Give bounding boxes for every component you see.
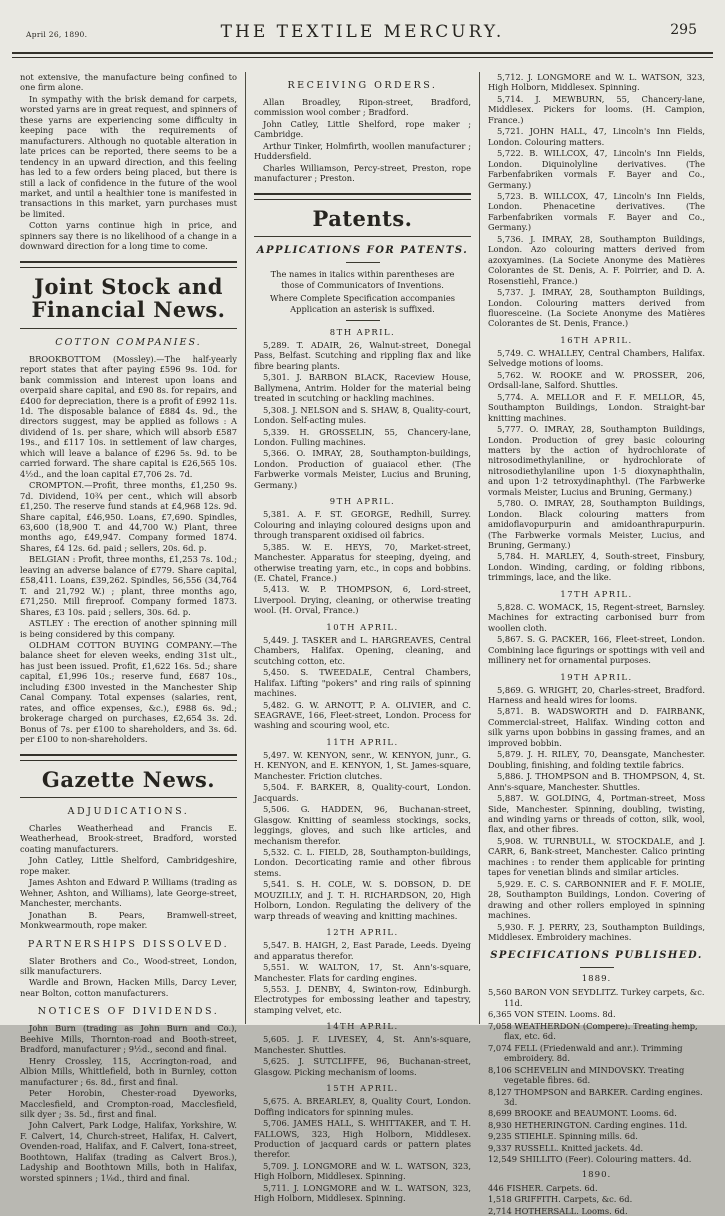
- application-date-heading: 8TH APRIL.: [329, 326, 396, 337]
- patent-application-entry: 5,762. W. ROOKE and W. PROSSER, 206, Ordsall-lane, Salford. Shuttles.: [488, 369, 705, 391]
- application-entries: [254, 509, 471, 616]
- patent-application-entry: 5,930. F. J. PERRY, 23, Southampton Buildings, Middlesex. Embroidery machines.: [488, 921, 705, 942]
- gazette-entry: Henry Crossley, 115, Accrington-road, and Albion Mills, Whittlefield, both in Burnley, cotton manufacturer ; 6s. 8d., first and final.: [20, 1055, 237, 1087]
- specification-entry: 2,714 HOTHERSALL. Looms. 6d.: [488, 1205, 628, 1216]
- paragraph: Cotton yarns continue high in price, and spinners say there is no likelihood of a change in a downward direction for a long time to come.: [20, 220, 237, 252]
- specification-year-sections: [488, 974, 705, 1216]
- specification-entry: 9,235 STIEHLE. Spinning mills. 6d.: [488, 1131, 638, 1142]
- application-date-sections: [254, 327, 471, 1204]
- application-date-heading: 14TH APRIL.: [326, 1021, 399, 1032]
- short-rule: [580, 967, 614, 968]
- gazette-entry: John Burn (trading as John Burn and Co.), Beehive Mills, Thornton-road and Booth-street, Bradford, manufacturer ; 9½d., second and final.: [20, 1023, 237, 1055]
- patent-application-entry: 5,553. J. DENBY, 4, Swinton-row, Edinburgh. Electrotypes for embossing leather and tapestry, stamping velvet, etc.: [254, 983, 471, 1015]
- patent-application-entry: 5,497. W. KENYON, senr., W. KENYON, junr., G. H. KENYON, and E. KENYON, 1, St. James-square, Manchester. Friction clutches.: [254, 749, 471, 781]
- patent-application-entry: 5,879. J. H. RILEY, 70, Deansgate, Manchester. Doubling, finishing, and folding textile fabrics.: [488, 749, 705, 770]
- columns: [0, 58, 725, 1216]
- specification-entry: 7,058 WEATHERDON (Compere). Treating hemp, flax, etc. 6d.: [488, 1020, 698, 1042]
- patent-application-entry: 5,871. B. WADSWORTH and D. FAIRBANK, Commercial-street, Halifax. Winding cotton and silk yarns upon bobbins in gassing frames, and an improved bobbin.: [488, 706, 705, 748]
- patent-application-entry: 5,551. W. WALTON, 17, St. Ann's-square, Manchester. Flats for carding engines.: [254, 962, 471, 983]
- application-entries: [254, 635, 471, 731]
- patent-application-entry: 5,929. E. C. S. CARBONNIER and F. F. MOLIE, 28, Southampton Buildings, London. Covering of drawing and other rollers employed in spinning machines.: [488, 878, 705, 921]
- right-column: [480, 72, 713, 1216]
- patent-application-entry: 5,675. A. BREARLEY, 8, Quality Court, London. Doffing indicators for spinning mules.: [254, 1096, 471, 1117]
- patent-application-entry: 5,381. A. F. ST. GEORGE, Redhill, Surrey. Colouring and inlaying coloured designs upon and through transparent oxidised oil fabrics.: [254, 509, 471, 541]
- patent-application-entry: 5,547. B. HAIGH, 2, East Parade, Leeds. Dyeing and apparatus therefor.: [254, 940, 471, 961]
- patent-application-entry: 5,482. G. W. ARNOTT, P. A. OLIVIER, and C. SEAGRAVE, 166, Fleet-street, London. Process for washing and scouring wool, etc.: [254, 699, 471, 731]
- middle-column: [246, 72, 479, 1204]
- patent-application-entry: 5,721. JOHN HALL, 47, Lincoln's Inn Fields, London. Colouring matters.: [488, 126, 705, 147]
- patent-application-entry: 5,366. O. IMRAY, 28, Southampton-buildings, London. Production of guaiacol ether. (The Farbwerke vormals Meister, Lucius and Bruning, Germany.): [254, 448, 471, 490]
- patent-application-entry: 5,308. J. NELSON and S. SHAW, 8, Quality-court, London. Self-acting mules.: [254, 404, 471, 426]
- specification-items: [488, 1183, 705, 1216]
- specification-entry: 6,365 VON STEIN. Looms. 8d.: [488, 1009, 616, 1020]
- patent-application-entry: 5,777. O. IMRAY, 28, Southampton Buildings, London. Production of grey basic colouring matters by the action of hydrochlorate of nitrosodimethylaniline, or hydrochlorate of nitrosodiethylaniline upon 1·5 dioxynaphthalin, and upon 1·2 tetroxydinaphthyl. (The Farbwerke vormals Meister, Lucius and Bruning, Germany.): [488, 424, 705, 497]
- patent-application-entry: 5,339. H. GROSSELIN, 55, Chancery-lane, London. Fulling machines.: [254, 426, 471, 448]
- company-report: ASTLEY : The erection of another spinning mill is being considered by this company.: [20, 618, 237, 639]
- gazette-entry: Jonathan B. Pears, Bramwell-street, Monkwearmouth, rope maker.: [20, 909, 237, 931]
- specification-entry: 8,106 SCHEVELIN and MINDOVSKY. Treating vegetable fibres. 6d.: [488, 1064, 685, 1086]
- patent-application-entry: 5,706. JAMES HALL, S. WHITTAKER, and T. H. FALLOWS, 323, High Holborn, Middlesex. Production of jacquard cards or pattern plates therefor.: [254, 1118, 471, 1160]
- patent-application-entry: 5,712. J. LONGMORE and W. L. WATSON, 323, High Holborn, Middlesex. Spinning.: [488, 72, 705, 93]
- gazette-entry: John Calvert, Park Lodge, Halifax, Yorkshire, W. F. Calvert, 14, Church-street, Halifax, H. Calvert, Ovenden-road, Halifax, and F. Calvert, Iona-street, Boothtown, Halifax (trading as Calvert Bros.), Ladyship and Boothtown Mills, both in Halifax, worsted spinners ; 1⅛d., third and final.: [20, 1120, 237, 1183]
- rule: [20, 797, 237, 798]
- patent-application-entry: 5,449. J. TASKER and L. HARGREAVES, Central Chambers, Halifax. Opening, cleaning, and scutching cotton, etc.: [254, 634, 471, 666]
- left-column: [12, 72, 245, 1183]
- application-date-heading: 11TH APRIL.: [326, 736, 399, 747]
- patent-application-entry: 5,413. W. P. THOMPSON, 6, Lord-street, Liverpool. Drying, cleaning, or otherwise treating wool. (H. Orval, France.): [254, 584, 471, 616]
- application-entries: [254, 750, 471, 921]
- specification-entry: 1,518 GRIFFITH. Carpets, &c. 6d.: [488, 1194, 633, 1205]
- patent-application-entry: 5,867. S. G. PACKER, 166, Fleet-street, London. Combining lace figurings or spottings with veil and millinery net for ornamental purposes.: [488, 634, 705, 666]
- patent-application-entry: 5,869. G. WRIGHT, 20, Charles-street, Bradford. Harness and heald wires for looms.: [488, 684, 705, 706]
- cotton-companies-paragraphs: [20, 354, 237, 745]
- specifications-heading: SPECIFICATIONS PUBLISHED.: [490, 950, 703, 962]
- application-date-heading: 10TH APRIL.: [326, 621, 399, 632]
- receiving-order-entry: Arthur Tinker, Holmfirth, woollen manufacturer ; Huddersfield.: [254, 140, 471, 162]
- gazette-entry: James Ashton and Edward P. Williams (trading as Wehner, Ashton, and Williams), late George-street, Manchester, merchants.: [20, 877, 237, 909]
- gazette-section-items: [20, 956, 237, 999]
- specification-entry: 12,549 SHILLITO (Feer). Colouring matters. 4d.: [488, 1154, 692, 1165]
- patent-application-entry: 5,711. J. LONGMORE and W. L. WATSON, 323, High Holborn, Middlesex. Spinning.: [254, 1182, 471, 1204]
- patent-application-entry: 5,737. J. IMRAY, 28, Southampton Buildings, London. Colouring matters derived from fluoresceine. (La Societe Anonyme des Matières Colorantes de St. Denis, France.): [488, 287, 705, 329]
- specification-entry: 7,074 FELL (Friedenwald and anr.). Trimming embroidery. 8d.: [488, 1042, 683, 1064]
- short-rule: [346, 320, 380, 321]
- application-date-heading: 9TH APRIL.: [329, 496, 396, 507]
- specification-entry: 8,127 THOMPSON and BARKER. Carding engines. 3d.: [488, 1086, 703, 1107]
- applications-heading: APPLICATIONS FOR PATENTS.: [256, 245, 469, 257]
- patent-application-entry: 5,532. C. L. FIELD, 28, Southampton-buildings, London. Decorticating ramie and other fibrous stems.: [254, 846, 471, 878]
- application-entries: [254, 1034, 471, 1077]
- patent-application-entry: 5,736. J. IMRAY, 28, Southampton Buildings, London. Azo colouring matters derived from azoxyamines. (La Societe Anonyme des Matières Colorantes de St. Denis, A. F. Poirrier, and D. A. Rosenstiehl, France.): [488, 233, 705, 286]
- application-entries: [488, 348, 705, 583]
- application-entries: [488, 602, 705, 666]
- patent-note: The names in italics within parentheses are those of Communicators of Inventions.: [270, 269, 455, 290]
- cotton-companies-heading: COTTON COMPANIES.: [55, 336, 202, 348]
- patent-application-entry: 5,780. O. IMRAY, 28, Southampton Buildings, London. Black colouring matters from amidoflavopurpurin and amidoanthrapurpurin. (The Farbwerke vormals Meister, Lucius, and Bruning, Germany.): [488, 498, 705, 551]
- page-number: 295: [670, 22, 697, 38]
- patent-application-entry: 5,605. J. F. LIVESEY, 4, St. Ann's-square, Manchester. Shuttles.: [254, 1034, 471, 1055]
- specification-year-heading: 1889.: [581, 974, 612, 985]
- specification-entry: 5,560 BARON VON SEYDLITZ. Turkey carpets, &c. 11d.: [488, 987, 705, 1008]
- patent-application-entry: 5,625. J. SUTCLIFFE, 96, Buchanan-street, Glasgow. Picking mechanism of looms.: [254, 1056, 471, 1077]
- gazette-entry: John Catley, Little Shelford, Cambridgeshire, rope maker.: [20, 855, 237, 876]
- application-date-heading: 17TH APRIL.: [560, 588, 633, 599]
- gazette-entry: Peter Horobin, Chester-road Dyeworks, Macclesfield, and Crompton-road, Macclesfield, silk dyer ; 3s. 5d., first and final.: [20, 1088, 237, 1119]
- page-title: THE TEXTILE MERCURY.: [220, 22, 505, 42]
- patent-application-entry: 5,709. J. LONGMORE and W. L. WATSON, 323, High Holborn, Middlesex. Spinning.: [254, 1160, 471, 1182]
- masthead: [0, 0, 725, 46]
- patent-application-entry: 5,887. W. GOLDING, 4, Portman-street, Moss Side, Manchester. Spinning, doubling, twisting, and winding yarns or threads of cotton, silk, wool, flax, and other fibres.: [488, 793, 705, 835]
- gazette-entry: Charles Weatherhead and Francis E. Weatherhead, Brook-street, Bradford, worsted coating manufacturers.: [20, 823, 237, 854]
- patent-notes: [254, 269, 471, 314]
- patent-note: Where Complete Specification accompanies Application an asterisk is suffixed.: [269, 293, 456, 314]
- patent-application-entry: 5,886. J. THOMPSON and B. THOMPSON, 4, St. Ann's-square, Manchester. Shuttles.: [488, 771, 705, 792]
- gazette-sections: [20, 806, 237, 1183]
- specification-entry: 8,930 HETHERINGTON. Carding engines. 11d.: [488, 1119, 688, 1130]
- patent-application-entry: 5,774. A. MELLOR and F. F. MELLOR, 45, Southampton Buildings, London. Straight-bar knitting machines.: [488, 391, 705, 423]
- application-entries-continued: [488, 72, 705, 329]
- patent-application-entry: 5,723. B. WILLCOX, 47, Lincoln's Inn Fields, London. Phenacetine derivatives. (The Farbenfabriken vormals F. Bayer and Co., Germany.): [488, 190, 705, 233]
- paragraph: In sympathy with the brisk demand for carpets, worsted yarns are in great request, and spinners of these yarns are experiencing some difficulty in keeping pace with the requirements of manufacturers. Although no quotable alteration in late prices can be reported, there seems to be a tendency in an upward direction, and this feeling has led to a few orders being placed, but there is still a lack of confidence in the future of the wool market, and until a healthier tone is manifested in transactions in this market, yarn purchases must be limited.: [20, 93, 237, 219]
- application-entries: [254, 340, 471, 490]
- paragraph: not extensive, the manufacture being confined to one firm alone.: [20, 72, 237, 93]
- receiving-order-entry: Charles Williamson, Percy-street, Preston, rope manufacturer ; Preston.: [254, 162, 471, 184]
- specification-entry: 9,337 RUSSELL. Knitted jackets. 4d.: [488, 1142, 644, 1153]
- receiving-order-entry: John Catley, Little Shelford, rope maker ; Cambridge.: [254, 118, 471, 140]
- company-report: CROMPTON.—Profit, three months, £1,250 9s. 7d. Dividend, 10¾ per cent., which will absorb £1,250. The reserve fund stands at £4,968 12s. 9d. Share capital, £46,950. Loans, £7,690. Spindles, 63,600 (18,900 T. and 44,700 W.) Plant, three months ago, £49,947. Company formed 1874. Shares, £4 12s. 6d. paid ; sellers, 20s. 6d. p.: [20, 480, 237, 553]
- application-entries: [254, 940, 471, 1015]
- specification-items: [488, 987, 705, 1164]
- joint-stock-news-header: Joint Stock and Financial News.: [31, 273, 226, 323]
- rule: [254, 236, 471, 237]
- application-date-heading: 12TH APRIL.: [326, 927, 399, 938]
- patent-application-entry: 5,385. W. E. HEYS, 70, Market-street, Manchester. Apparatus for steeping, dyeing, and otherwise treating yarn, etc., in cops and bobbins. (E. Chatel, France.): [254, 541, 471, 584]
- gazette-entry: Wardle and Brown, Hacken Mills, Darcy Lever, near Bolton, cotton manufacturers.: [20, 977, 237, 998]
- patent-application-entry: 5,289. T. ADAIR, 26, Walnut-street, Donegal Pass, Belfast. Scutching and rippling flax and like fibre bearing plants.: [254, 339, 471, 371]
- section-rule: [20, 754, 237, 761]
- specification-entry: 8,699 BROOKE and BEAUMONT. Looms. 6d.: [488, 1108, 677, 1119]
- application-date-sections: [488, 335, 705, 943]
- patent-application-entry: 5,506. G. HADDEN, 96, Buchanan-street, Glasgow. Knitting of seamless stockings, socks, leggings, gloves, and such like articles, and mechanism therefor.: [254, 804, 471, 846]
- gazette-entry: Slater Brothers and Co., Wood-street, London, silk manufacturers.: [20, 955, 237, 976]
- patent-application-entry: 5,450. S. TWEEDALE, Central Chambers, Halifax. Lifting "pokers" and ring rails of spinning machines.: [254, 667, 471, 699]
- patent-application-entry: 5,749. C. WHALLEY, Central Chambers, Halifax. Selvedge motions of looms.: [488, 347, 705, 369]
- patent-application-entry: 5,714. J. MEWBURN, 55, Chancery-lane, Middlesex. Pickers for looms. (H. Campion, France.): [488, 93, 705, 125]
- company-report: BROOKBOTTOM (Mossley).—The half-yearly report states that after paying £596 9s. 10d. for bank commission and interest upon loans and overpaid share capital, and £90 8s. for repairs, and £400 for depreciation, there is a profit of £992 11s. 1d. The disposable balance of £884 4s. 9d., the directors suggest, may be applied as follows : A dividend of 1s. per share, which will absorb £587 19s., and £117 10s. in settlement of law charges, which will leave a balance of £296 5s. 9d. to be carried forward. The share capital is £26,565 10s. 4½d., and the loan capital £7,706 2s. 7d.: [20, 353, 237, 479]
- short-rule: [346, 262, 380, 263]
- gazette-section-items: [20, 1023, 237, 1183]
- application-entries: [488, 685, 705, 943]
- patent-application-entry: 5,504. F. BARKER, 8, Quality-court, London. Jacquards.: [254, 782, 471, 803]
- patent-application-entry: 5,301. J. BARBON BLACK, Raceview House, Ballymena, Antrim. Holder for the material being treated in scutching or hackling machines.: [254, 372, 471, 404]
- specification-entry: 446 FISHER. Carpets. 6d.: [488, 1182, 598, 1193]
- specification-year-heading: 1890.: [581, 1169, 612, 1180]
- application-date-heading: 19TH APRIL.: [560, 671, 633, 682]
- company-report: BELGIAN : Profit, three months, £1,253 7s. 10d.; leaving an adverse balance of £779. Share capital, £58,411. Loans, £39,262. Spindles, 56,556 (34,764 T. and 21,792 W.) ; plant, three months ago, £71,250. Mill fireproof. Company formed 1873. Shares, £3 10s. paid ; sellers, 30s. 6d. p.: [20, 554, 237, 617]
- company-report: OLDHAM COTTON BUYING COMPANY.—The balance sheet for eleven weeks, ending 31st ult., has just been issued. Profit, £1,622 16s. 5d.; share capital, £1,996 10s.; reserve fund, £687 10s., including £300 invested in the Manchester Ship Canal Company. Total expenses (salaries, rent, rates, and office expenses, &c.), £988 6s. 9d.; brokerage charged on purchases, £2,654 3s. 2d. Bonus of 7s. per £100 to shareholders, and 3s. 6d. per £100 to non-shareholders.: [20, 639, 237, 745]
- intro-paragraphs: [20, 72, 237, 252]
- gazette-section-heading: ADJUDICATIONS.: [67, 806, 190, 818]
- patent-application-entry: 5,784. H. MARLEY, 4, South-street, Finsbury, London. Winding, carding, or folding ribbons, trimmings, lace, and the like.: [488, 551, 705, 583]
- section-rule: [20, 261, 237, 268]
- receiving-orders-heading: RECEIVING ORDERS.: [287, 80, 438, 91]
- gazette-news-header: Gazette News.: [41, 766, 216, 792]
- section-rule: [254, 193, 471, 200]
- patent-application-entry: 5,908. W. TURNBULL, W. STOCKDALE, and J. CARR, 6, Bank-street, Manchester. Calico printing machines : to render them applicable for printing tapes for venetian blinds and similar articles.: [488, 835, 705, 878]
- rule: [20, 328, 237, 329]
- patents-header: Patents.: [312, 205, 413, 231]
- patent-application-entry: 5,722. B. WILLCOX, 47, Lincoln's Inn Fields, London. Diquinolyline derivatives. (The Farbenfabriken vormals F. Bayer and Co., Germany.): [488, 148, 705, 190]
- application-date-heading: 16TH APRIL.: [560, 334, 633, 345]
- application-entries: [254, 1096, 471, 1204]
- receiving-orders-list: [254, 97, 471, 184]
- application-date-heading: 15TH APRIL.: [326, 1083, 399, 1094]
- gazette-section-heading: NOTICES OF DIVIDENDS.: [37, 1006, 220, 1018]
- gazette-section-items: [20, 823, 237, 931]
- patent-application-entry: 5,828. C. WOMACK, 15, Regent-street, Barnsley. Machines for extracting carbonised burr from woollen cloth.: [488, 601, 705, 633]
- patent-application-entry: 5,541. S. H. COLE, W. S. DOBSON, D. DE MOUZILLY, and J. T. H. RICHARDSON, 20, High Holborn, London. Regulating the delivery of the warp threads of weaving and knitting machines.: [254, 879, 471, 921]
- gazette-section-heading: PARTNERSHIPS DISSOLVED.: [27, 938, 230, 950]
- issue-date: April 26, 1890.: [26, 30, 88, 39]
- receiving-order-entry: Allan Broadley, Ripon-street, Bradford, commission wool comber ; Bradford.: [254, 97, 471, 118]
